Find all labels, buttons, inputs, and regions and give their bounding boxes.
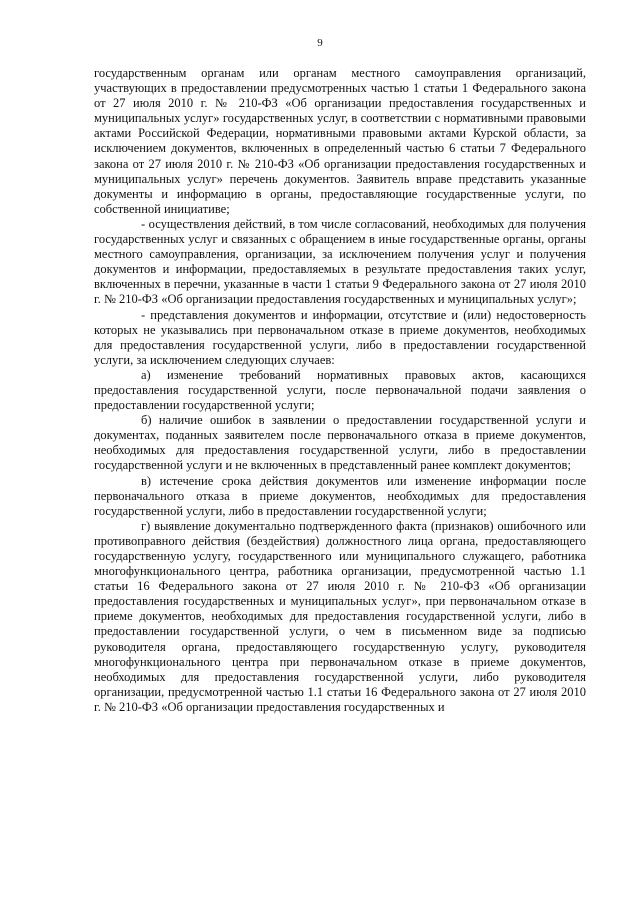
paragraph-continuation: государственным органам или органам местного самоуправления организаций, участвующих в предоставлении предусмотренных частью 1 статьи 1 Федерального закона от 27 июля 2010 г. № 210-ФЗ «Об организации предоставления государственных и муниципальных услуг» государственных услуг, в соответствии с нормативными правовыми актами Российской Федерации, нормативными правовыми актами Курской области, за исключением документов, включенных в определенный частью 6 статьи 7 Федерального закона от 27 июля 2010 г. № 210-ФЗ «Об организации предоставления государственных и муниципальных услуг» перечень документов. Заявитель вправе представить указанные документы и информацию в органы, предоставляющие государственные услуги, по собственной инициативе; [94,66,586,216]
paragraph-case-v: в) истечение срока действия документов или изменение информации после первоначального отказа в приеме документов, необходимых для предоставления государственной услуги, либо в предоставлении государственной услуги; [94,473,586,518]
document-body [94,66,586,715]
page-number: 9 [317,37,323,49]
paragraph-case-b: б) наличие ошибок в заявлении о предоставлении государственной услуги и документах, поданных заявителем после первоначального отказа в приеме документов, необходимых для предоставления государственной услуги, либо в предоставлении государственной услуги и не включенных в представленный ранее комплект документов; [94,413,586,473]
paragraph-documents-information: - представления документов и информации, отсутствие и (или) недостоверность которых не указывались при первоначальном отказе в приеме документов, необходимых для предоставления государственной услуги, либо в предоставлении государственной услуги, за исключением следующих случаев: [94,307,586,367]
paragraph-actions-approvals: - осуществления действий, в том числе согласований, необходимых для получения государственных услуг и связанных с обращением в иные государственные органы, органы местного самоуправления, организации, за исключением получения услуг и получения документов и информации, предоставляемых в результате предоставления таких услуг, включенных в перечни, указанные в части 1 статьи 9 Федерального закона от 27 июля 2010 г. № 210-ФЗ «Об организации предоставления государственных и муниципальных услуг»; [94,216,586,307]
paragraph-case-g: г) выявление документально подтвержденного факта (признаков) ошибочного или противоправного действия (бездействия) должностного лица органа, предоставляющего государственную услугу, государственного или муниципального служащего, работника многофункционального центра, работника организации, предусмотренной частью 1.1 статьи 16 Федерального закона от 27 июля 2010 г. № 210-ФЗ «Об организации предоставления государственных и муниципальных услуг», при первоначальном отказе в приеме документов, необходимых для предоставления государственной услуги, либо в предоставлении государственной услуги, о чем в письменном виде за подписью руководителя органа, предоставляющего государственную услугу, руководителя многофункционального центра при первоначальном отказе в приеме документов, необходимых для предоставления государственной услуги, либо руководителя организации, предусмотренной частью 1.1 статьи 16 Федерального закона от 27 июля 2010 г. № 210-ФЗ «Об организации предоставления государственных и [94,518,586,714]
paragraph-case-a: а) изменение требований нормативных правовых актов, касающихся предоставления государственной услуги, после первоначальной подачи заявления о предоставлении государственной услуги; [94,367,586,413]
